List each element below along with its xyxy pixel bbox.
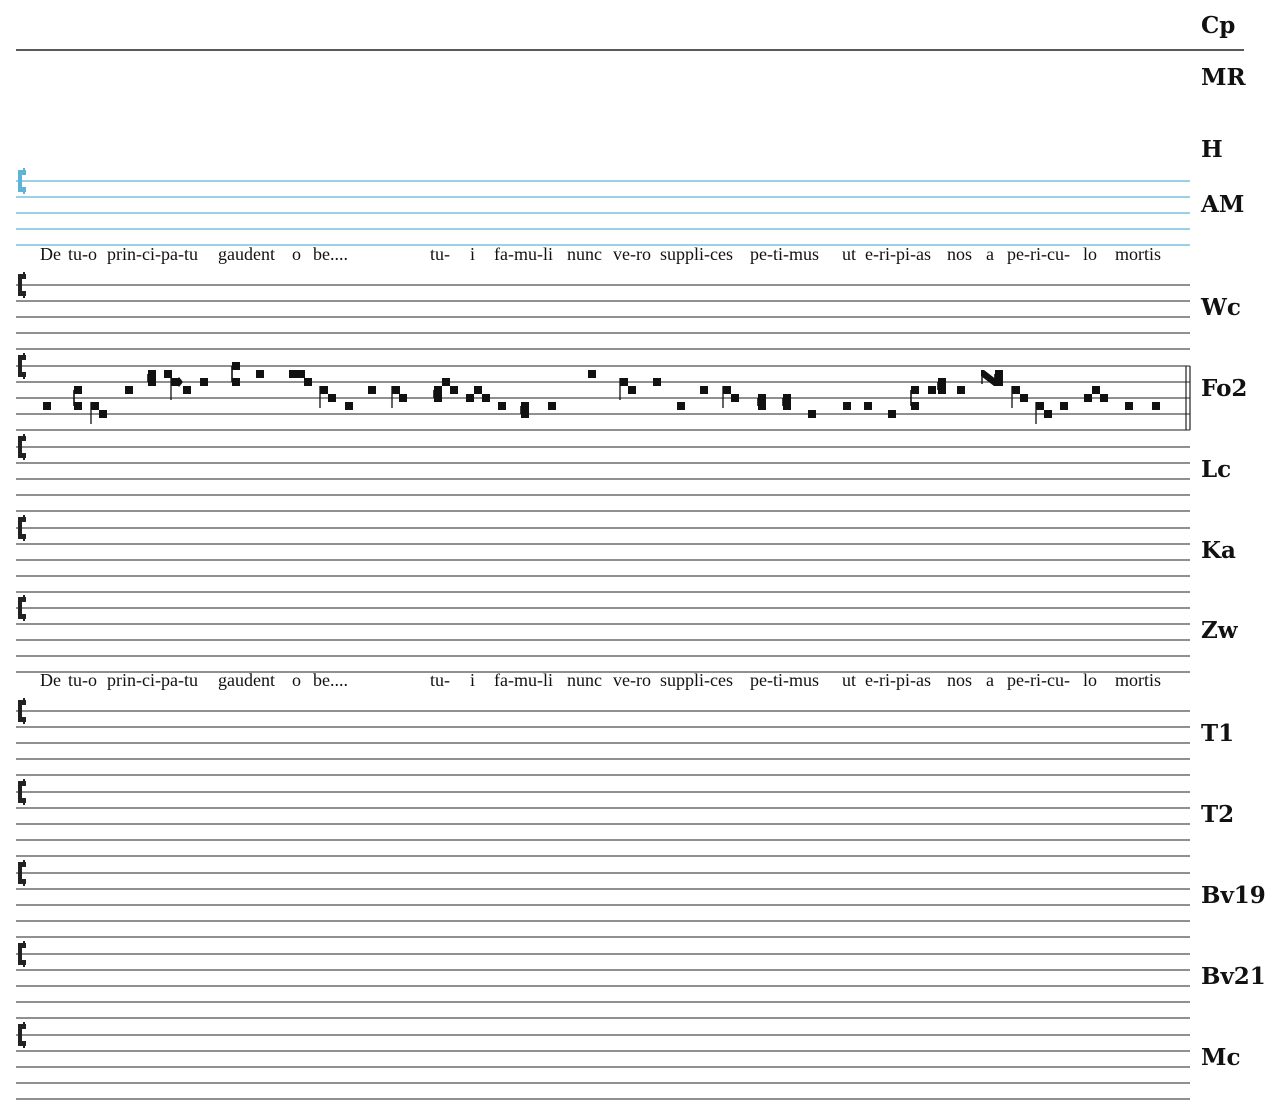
lyric-syllable: nunc [567, 670, 602, 690]
lyric-syllable: e-ri-pi-as [865, 244, 931, 264]
siglum-mc: Mc [1201, 1044, 1241, 1071]
square-note [320, 386, 328, 394]
lyric-syllable: i [470, 670, 476, 690]
square-note [43, 402, 51, 410]
lyric-syllable: be.... [313, 670, 348, 690]
neume [256, 370, 264, 378]
neume [450, 386, 458, 394]
square-note [928, 386, 936, 394]
neume [653, 378, 661, 386]
square-note [442, 378, 450, 386]
neume [928, 386, 936, 394]
neume [1020, 394, 1028, 402]
neume [521, 402, 529, 418]
neume [328, 394, 336, 402]
square-note [1092, 386, 1100, 394]
neume [304, 378, 312, 386]
lyric-syllable: i [470, 244, 476, 264]
square-note [864, 402, 872, 410]
neume [1092, 386, 1100, 394]
neume [1044, 410, 1052, 418]
square-note [482, 394, 490, 402]
staff-bv19 [16, 860, 1190, 937]
lyric-syllable: o [292, 244, 301, 264]
neume [43, 402, 51, 410]
square-note [521, 402, 529, 410]
neume [297, 370, 305, 378]
staff-ka [16, 515, 1190, 592]
lyric-syllable: nos [947, 670, 973, 690]
neume [843, 402, 851, 410]
siglum-bv21: Bv21 [1201, 963, 1266, 990]
square-note [368, 386, 376, 394]
lyric-syllable: pe-ri-cu- [1007, 670, 1070, 690]
square-note [1152, 402, 1160, 410]
neume [700, 386, 708, 394]
square-note [723, 386, 731, 394]
siglum-h: H [1201, 136, 1223, 163]
neume [1012, 386, 1020, 408]
lyrics-line [40, 670, 1161, 690]
neume [183, 386, 191, 394]
square-note [808, 410, 816, 418]
neume [1125, 402, 1133, 410]
lyric-syllable: lo [1083, 244, 1098, 264]
square-note [474, 386, 482, 394]
square-note [148, 370, 156, 378]
neume [164, 370, 172, 378]
siglum-bv19: Bv19 [1201, 882, 1266, 909]
lyric-syllable: pe-ti-mus [750, 244, 819, 264]
square-note [1036, 402, 1044, 410]
square-note [1100, 394, 1108, 402]
neume [474, 386, 482, 394]
neume [620, 378, 628, 400]
neume [1100, 394, 1108, 402]
lyric-syllable: ut [842, 670, 857, 690]
square-note [938, 386, 946, 394]
lyric-syllable: gaudent [218, 670, 275, 690]
square-note [1060, 402, 1068, 410]
lyrics-line [40, 244, 1161, 264]
siglum-fo2: Fo2 [1201, 375, 1248, 402]
neume [938, 378, 946, 394]
square-note [164, 370, 172, 378]
square-note [345, 402, 353, 410]
lyric-syllable: prin-ci-pa-tu [107, 244, 198, 264]
square-note [938, 378, 946, 386]
neume [232, 362, 240, 386]
lyric-syllable: ve-ro [613, 244, 651, 264]
staff-bv21 [16, 941, 1190, 1018]
staff-t1 [16, 698, 1190, 775]
neume [148, 370, 156, 386]
neume [345, 402, 353, 410]
neume [482, 394, 490, 402]
square-note [911, 386, 919, 394]
neume [995, 370, 1003, 386]
siglum-mr: MR [1201, 64, 1246, 91]
lyric-syllable: a [986, 670, 994, 690]
neume [498, 402, 506, 410]
lyric-syllable: prin-ci-pa-tu [107, 670, 198, 690]
square-note [995, 370, 1003, 378]
lyric-syllable: be.... [313, 244, 348, 264]
lyric-syllable: tu-o [68, 244, 97, 264]
staff-wc [16, 272, 1190, 349]
square-note [1044, 410, 1052, 418]
square-note [74, 402, 82, 410]
neume [399, 394, 407, 402]
lyric-syllable: De [40, 670, 61, 690]
lyric-syllable: mortis [1115, 670, 1162, 690]
lyric-syllable: tu- [430, 244, 450, 264]
lyric-syllable: mortis [1115, 244, 1162, 264]
square-note [289, 370, 297, 378]
lyric-syllable: o [292, 670, 301, 690]
lyric-syllable: nos [947, 244, 973, 264]
square-note [304, 378, 312, 386]
square-note [758, 394, 766, 402]
lyric-syllable: lo [1083, 670, 1098, 690]
square-note [1125, 402, 1133, 410]
lyric-syllable: e-ri-pi-as [865, 670, 931, 690]
staff-t2 [16, 779, 1190, 856]
neume [200, 378, 208, 386]
neume [888, 410, 896, 418]
neume [677, 402, 685, 410]
square-note [91, 402, 99, 410]
square-note [653, 378, 661, 386]
neume [723, 386, 731, 408]
neume [466, 394, 474, 402]
lyric-syllable: De [40, 244, 61, 264]
neume [783, 394, 791, 410]
siglum-zw: Zw [1201, 617, 1238, 644]
square-note [521, 410, 529, 418]
neume [628, 386, 636, 394]
neume [99, 410, 107, 418]
staff-mc [16, 1022, 1190, 1099]
square-note [232, 362, 240, 370]
square-note [498, 402, 506, 410]
neume [442, 378, 450, 386]
siglum-cp: Cp [1201, 12, 1236, 39]
square-note [1084, 394, 1092, 402]
square-note [256, 370, 264, 378]
square-note [74, 386, 82, 394]
neume [731, 394, 739, 402]
square-note [620, 378, 628, 386]
staff-lc [16, 434, 1190, 511]
siglum-lc: Lc [1201, 456, 1232, 483]
lyric-syllable: suppli-ces [660, 244, 733, 264]
square-note [888, 410, 896, 418]
neume [1152, 402, 1160, 410]
square-note [148, 378, 156, 386]
square-note [434, 394, 442, 402]
neume [1084, 394, 1092, 402]
square-note [548, 402, 556, 410]
neume [289, 370, 297, 378]
lyric-syllable: gaudent [218, 244, 275, 264]
square-note [297, 370, 305, 378]
siglum-am: AM [1201, 191, 1245, 218]
square-note [731, 394, 739, 402]
square-note [911, 402, 919, 410]
siglum-ka: Ka [1201, 537, 1236, 564]
siglum-t2: T2 [1201, 801, 1235, 828]
lyric-syllable: tu-o [68, 670, 97, 690]
siglum-wc: Wc [1201, 294, 1241, 321]
square-note [183, 386, 191, 394]
square-note [628, 386, 636, 394]
neume [125, 386, 133, 394]
neume [864, 402, 872, 410]
square-note [466, 394, 474, 402]
neume [808, 410, 816, 418]
lyric-syllable: pe-ti-mus [750, 670, 819, 690]
square-note [232, 378, 240, 386]
square-note [957, 386, 965, 394]
neume [957, 386, 965, 394]
neume [588, 370, 596, 378]
lyric-syllable: nunc [567, 244, 602, 264]
neume [758, 394, 766, 410]
lyric-syllable: fa-mu-li [494, 244, 553, 264]
lyric-syllable: suppli-ces [660, 670, 733, 690]
square-note [99, 410, 107, 418]
lyric-syllable: pe-ri-cu- [1007, 244, 1070, 264]
neume [434, 386, 442, 402]
neume [548, 402, 556, 410]
square-note [995, 378, 1003, 386]
lyric-syllable: ve-ro [613, 670, 651, 690]
neume [320, 386, 328, 408]
square-note [588, 370, 596, 378]
staff-zw [16, 595, 1190, 672]
square-note [843, 402, 851, 410]
square-note [677, 402, 685, 410]
square-note [125, 386, 133, 394]
square-note [700, 386, 708, 394]
neume [368, 386, 376, 394]
square-note [1020, 394, 1028, 402]
square-note [758, 402, 766, 410]
square-note [783, 394, 791, 402]
lyric-syllable: tu- [430, 670, 450, 690]
square-note [328, 394, 336, 402]
fo2-neumes [43, 362, 1160, 424]
lyric-syllable: fa-mu-li [494, 670, 553, 690]
lyric-syllable: a [986, 244, 994, 264]
neume [1036, 402, 1044, 424]
neume [91, 402, 99, 424]
square-note [783, 402, 791, 410]
square-note [450, 386, 458, 394]
square-note [434, 386, 442, 394]
neume [392, 386, 400, 408]
square-note [399, 394, 407, 402]
square-note [392, 386, 400, 394]
staff-am [16, 168, 1190, 245]
siglum-t1: T1 [1201, 720, 1235, 747]
neume [1060, 402, 1068, 410]
square-note [1012, 386, 1020, 394]
square-note [200, 378, 208, 386]
lyric-syllable: ut [842, 244, 857, 264]
